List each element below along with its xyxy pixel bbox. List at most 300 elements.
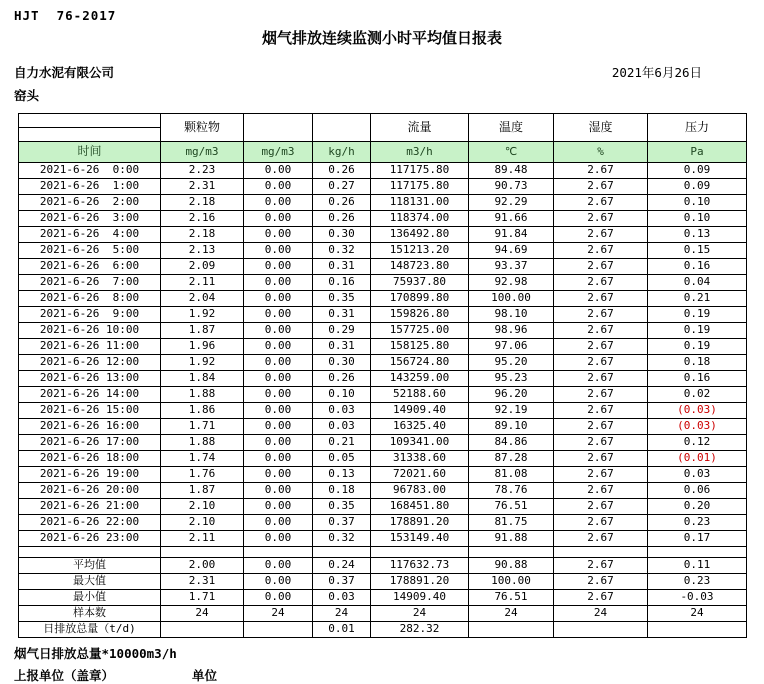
value-cell: 0.00 (244, 259, 313, 275)
value-cell: 0.35 (313, 291, 371, 307)
value-cell: 2.67 (554, 531, 648, 547)
time-cell: 2021-6-26 0:00 (19, 163, 161, 179)
unit-cell: kg/h (313, 142, 371, 163)
footer-line (14, 666, 764, 684)
value-cell: 89.10 (469, 419, 554, 435)
value-cell: 0.37 (313, 515, 371, 531)
table-row (19, 227, 747, 243)
value-cell (648, 622, 747, 638)
value-cell: 2.00 (161, 558, 244, 574)
page-title: 烟气排放连续监测小时平均值日报表 (261, 29, 502, 47)
value-cell: 81.08 (469, 467, 554, 483)
value-cell: 0.00 (244, 339, 313, 355)
value-cell: 0.19 (648, 323, 747, 339)
time-cell: 2021-6-26 14:00 (19, 387, 161, 403)
value-cell: 24 (313, 606, 371, 622)
table-row (19, 371, 747, 387)
value-cell: 0.00 (244, 275, 313, 291)
value-cell: 96783.00 (371, 483, 469, 499)
value-cell: 2.67 (554, 339, 648, 355)
time-cell: 2021-6-26 10:00 (19, 323, 161, 339)
header-cell-empty (244, 114, 313, 142)
value-cell: 2.18 (161, 227, 244, 243)
value-cell: 2.31 (161, 179, 244, 195)
value-cell: 91.88 (469, 531, 554, 547)
value-cell: 178891.20 (371, 574, 469, 590)
value-cell: 0.17 (648, 531, 747, 547)
value-cell: (0.03) (648, 403, 747, 419)
value-cell: 87.28 (469, 451, 554, 467)
value-cell: 2.67 (554, 483, 648, 499)
value-cell: 117175.80 (371, 179, 469, 195)
value-cell: 90.73 (469, 179, 554, 195)
table-row (19, 419, 747, 435)
summary-label-cell: 最大值 (19, 574, 161, 590)
time-cell: 2021-6-26 17:00 (19, 435, 161, 451)
header-cell-empty (19, 114, 161, 128)
value-cell: 0.00 (244, 483, 313, 499)
value-cell: 2.67 (554, 451, 648, 467)
value-cell: 1.92 (161, 355, 244, 371)
value-cell: 2.10 (161, 515, 244, 531)
value-cell: 0.00 (244, 499, 313, 515)
value-cell: 0.05 (313, 451, 371, 467)
doc-code: HJT 76-2017 (14, 8, 117, 23)
empty-cell (19, 547, 161, 558)
value-cell: 24 (469, 606, 554, 622)
value-cell: 0.00 (244, 179, 313, 195)
value-cell: 24 (244, 606, 313, 622)
time-cell: 2021-6-26 6:00 (19, 259, 161, 275)
value-cell: 117632.73 (371, 558, 469, 574)
value-cell: 0.37 (313, 574, 371, 590)
value-cell: 1.87 (161, 483, 244, 499)
value-cell: 52188.60 (371, 387, 469, 403)
value-cell: 2.67 (554, 211, 648, 227)
value-cell: 96.20 (469, 387, 554, 403)
value-cell: 100.00 (469, 574, 554, 590)
time-cell: 2021-6-26 9:00 (19, 307, 161, 323)
table-row (19, 259, 747, 275)
header-cell-empty (19, 128, 161, 142)
time-cell: 2021-6-26 12:00 (19, 355, 161, 371)
value-cell: 282.32 (371, 622, 469, 638)
value-cell: 0.06 (648, 483, 747, 499)
value-cell: 2.67 (554, 574, 648, 590)
unit-cell: mg/m3 (161, 142, 244, 163)
value-cell: 24 (554, 606, 648, 622)
value-cell: 0.21 (313, 435, 371, 451)
table-row (19, 211, 747, 227)
value-cell: 2.67 (554, 163, 648, 179)
location-label: 窑头 (14, 88, 40, 103)
value-cell: 98.96 (469, 323, 554, 339)
value-cell: 0.26 (313, 211, 371, 227)
value-cell: 2.09 (161, 259, 244, 275)
time-cell: 2021-6-26 16:00 (19, 419, 161, 435)
value-cell: 0.31 (313, 307, 371, 323)
value-cell: 1.71 (161, 419, 244, 435)
value-cell: 95.23 (469, 371, 554, 387)
unit-cell-time: 时间 (19, 142, 161, 163)
value-cell: 72021.60 (371, 467, 469, 483)
value-cell: 0.00 (244, 515, 313, 531)
value-cell: (0.03) (648, 419, 747, 435)
table-row (19, 483, 747, 499)
value-cell: 0.19 (648, 307, 747, 323)
value-cell: 178891.20 (371, 515, 469, 531)
value-cell: 0.00 (244, 590, 313, 606)
value-cell: 92.98 (469, 275, 554, 291)
value-cell: 2.67 (554, 419, 648, 435)
time-cell: 2021-6-26 8:00 (19, 291, 161, 307)
value-cell: 2.67 (554, 403, 648, 419)
table-row (19, 435, 747, 451)
table-row (19, 195, 747, 211)
value-cell: 2.31 (161, 574, 244, 590)
header-cell-flow: 流量 (371, 114, 469, 142)
value-cell: 148723.80 (371, 259, 469, 275)
value-cell (469, 622, 554, 638)
value-cell: 0.13 (313, 467, 371, 483)
value-cell: 0.32 (313, 243, 371, 259)
total-emission-note: 烟气日排放总量*10000m3/h (14, 646, 177, 661)
value-cell: 2.67 (554, 259, 648, 275)
empty-cell (313, 547, 371, 558)
value-cell: 98.10 (469, 307, 554, 323)
value-cell: 94.69 (469, 243, 554, 259)
value-cell: 75937.80 (371, 275, 469, 291)
value-cell: 97.06 (469, 339, 554, 355)
value-cell: 0.00 (244, 243, 313, 259)
table-header (19, 114, 747, 163)
value-cell: 14909.40 (371, 403, 469, 419)
value-cell: 0.00 (244, 307, 313, 323)
value-cell: 0.16 (313, 275, 371, 291)
value-cell: 89.48 (469, 163, 554, 179)
value-cell: 2.67 (554, 371, 648, 387)
value-cell: 91.66 (469, 211, 554, 227)
unit-cell: mg/m3 (244, 142, 313, 163)
value-cell: 0.31 (313, 339, 371, 355)
table-row (19, 387, 747, 403)
value-cell: 0.00 (244, 323, 313, 339)
value-cell: 0.04 (648, 275, 747, 291)
value-cell: 2.67 (554, 387, 648, 403)
report-unit-label: 上报单位（盖章） (14, 668, 115, 683)
unit-cell: ℃ (469, 142, 554, 163)
value-cell: 0.00 (244, 227, 313, 243)
header-cell-humidity: 湿度 (554, 114, 648, 142)
unit-cell: % (554, 142, 648, 163)
value-cell: 0.18 (313, 483, 371, 499)
value-cell: 0.21 (648, 291, 747, 307)
value-cell: 158125.80 (371, 339, 469, 355)
value-cell: 0.00 (244, 419, 313, 435)
value-cell: 2.67 (554, 243, 648, 259)
summary-row (19, 590, 747, 606)
empty-cell (648, 547, 747, 558)
value-cell: 0.00 (244, 371, 313, 387)
value-cell: 0.31 (313, 259, 371, 275)
value-cell: 2.67 (554, 323, 648, 339)
value-cell: 0.10 (648, 195, 747, 211)
value-cell: 0.01 (313, 622, 371, 638)
value-cell: 2.67 (554, 499, 648, 515)
value-cell: 2.67 (554, 179, 648, 195)
value-cell: -0.03 (648, 590, 747, 606)
table-row (19, 323, 747, 339)
value-cell: 0.00 (244, 387, 313, 403)
empty-cell (469, 547, 554, 558)
value-cell: 0.03 (313, 403, 371, 419)
company-block (14, 63, 114, 104)
value-cell: 0.00 (244, 574, 313, 590)
value-cell: 1.86 (161, 403, 244, 419)
table-row (19, 515, 747, 531)
value-cell: 2.10 (161, 499, 244, 515)
header-cell-temperature: 温度 (469, 114, 554, 142)
report-date: 2021年6月26日 (611, 65, 702, 80)
time-cell: 2021-6-26 5:00 (19, 243, 161, 259)
empty-cell (371, 547, 469, 558)
header-cell-pressure: 压力 (648, 114, 747, 142)
value-cell: 159826.80 (371, 307, 469, 323)
value-cell: 0.35 (313, 499, 371, 515)
time-cell: 2021-6-26 3:00 (19, 211, 161, 227)
table-row (19, 307, 747, 323)
value-cell: 1.92 (161, 307, 244, 323)
value-cell: 118131.00 (371, 195, 469, 211)
value-cell: 0.00 (244, 467, 313, 483)
table-row (19, 291, 747, 307)
value-cell: 0.00 (244, 355, 313, 371)
summary-label-cell: 日排放总量（t/d) (19, 622, 161, 638)
value-cell: 24 (648, 606, 747, 622)
group-header-row (19, 114, 747, 128)
summary-label-cell: 平均值 (19, 558, 161, 574)
value-cell: 2.67 (554, 435, 648, 451)
unit-cell: Pa (648, 142, 747, 163)
value-cell: 156724.80 (371, 355, 469, 371)
summary-row (19, 558, 747, 574)
value-cell: 1.71 (161, 590, 244, 606)
value-cell: 153149.40 (371, 531, 469, 547)
spacer-row (19, 547, 747, 558)
value-cell: 16325.40 (371, 419, 469, 435)
value-cell: 0.00 (244, 291, 313, 307)
value-cell: 0.20 (648, 499, 747, 515)
value-cell (161, 622, 244, 638)
empty-cell (161, 547, 244, 558)
summary-row (19, 606, 747, 622)
table-row (19, 339, 747, 355)
summary-row (19, 574, 747, 590)
value-cell: 1.84 (161, 371, 244, 387)
value-cell: 0.00 (244, 558, 313, 574)
value-cell: 0.12 (648, 435, 747, 451)
value-cell: 78.76 (469, 483, 554, 499)
value-cell: 0.30 (313, 227, 371, 243)
value-cell: 2.16 (161, 211, 244, 227)
time-cell: 2021-6-26 1:00 (19, 179, 161, 195)
value-cell: 1.96 (161, 339, 244, 355)
value-cell: 0.00 (244, 163, 313, 179)
value-cell: 2.67 (554, 590, 648, 606)
value-cell: 31338.60 (371, 451, 469, 467)
table-row (19, 179, 747, 195)
value-cell: 91.84 (469, 227, 554, 243)
value-cell: 0.03 (648, 467, 747, 483)
time-cell: 2021-6-26 19:00 (19, 467, 161, 483)
value-cell: 2.67 (554, 355, 648, 371)
value-cell: 95.20 (469, 355, 554, 371)
value-cell: 0.18 (648, 355, 747, 371)
value-cell: 0.27 (313, 179, 371, 195)
value-cell: 0.29 (313, 323, 371, 339)
value-cell: 0.30 (313, 355, 371, 371)
value-cell: 90.88 (469, 558, 554, 574)
report-table (18, 113, 747, 638)
table-row (19, 499, 747, 515)
value-cell: 0.00 (244, 403, 313, 419)
value-cell (244, 622, 313, 638)
value-cell: 0.02 (648, 387, 747, 403)
value-cell: 1.87 (161, 323, 244, 339)
value-cell: 2.67 (554, 515, 648, 531)
table-row (19, 163, 747, 179)
header-cell-particulate: 颗粒物 (161, 114, 244, 142)
value-cell: 92.19 (469, 403, 554, 419)
value-cell: 0.26 (313, 163, 371, 179)
value-cell: 93.37 (469, 259, 554, 275)
value-cell: 151213.20 (371, 243, 469, 259)
value-cell: 0.03 (313, 419, 371, 435)
value-cell: 76.51 (469, 590, 554, 606)
time-cell: 2021-6-26 21:00 (19, 499, 161, 515)
value-cell: 84.86 (469, 435, 554, 451)
time-cell: 2021-6-26 18:00 (19, 451, 161, 467)
value-cell: 2.67 (554, 195, 648, 211)
value-cell: 1.88 (161, 387, 244, 403)
value-cell: 0.16 (648, 259, 747, 275)
value-cell: 0.26 (313, 371, 371, 387)
value-cell: 0.32 (313, 531, 371, 547)
value-cell: 2.67 (554, 558, 648, 574)
value-cell: 1.88 (161, 435, 244, 451)
value-cell: 76.51 (469, 499, 554, 515)
value-cell: 170899.80 (371, 291, 469, 307)
value-cell: 0.00 (244, 451, 313, 467)
value-cell: 2.11 (161, 275, 244, 291)
summary-label-cell: 样本数 (19, 606, 161, 622)
time-cell: 2021-6-26 2:00 (19, 195, 161, 211)
value-cell: 0.10 (648, 211, 747, 227)
company-name: 自力水泥有限公司 (14, 65, 115, 80)
value-cell: 2.67 (554, 467, 648, 483)
time-cell: 2021-6-26 13:00 (19, 371, 161, 387)
table-row (19, 451, 747, 467)
table-row (19, 275, 747, 291)
table-row (19, 403, 747, 419)
value-cell: 2.11 (161, 531, 244, 547)
value-cell: 2.13 (161, 243, 244, 259)
value-cell: 157725.00 (371, 323, 469, 339)
value-cell: 0.03 (313, 590, 371, 606)
value-cell (554, 622, 648, 638)
value-cell: 100.00 (469, 291, 554, 307)
value-cell: 118374.00 (371, 211, 469, 227)
value-cell: 0.09 (648, 163, 747, 179)
value-cell: 168451.80 (371, 499, 469, 515)
empty-cell (554, 547, 648, 558)
value-cell: 2.18 (161, 195, 244, 211)
value-cell: 1.76 (161, 467, 244, 483)
table-row (19, 355, 747, 371)
empty-cell (244, 547, 313, 558)
value-cell: 0.19 (648, 339, 747, 355)
value-cell: 117175.80 (371, 163, 469, 179)
value-cell: 1.74 (161, 451, 244, 467)
value-cell: 0.00 (244, 195, 313, 211)
value-cell: 0.23 (648, 574, 747, 590)
value-cell: 0.15 (648, 243, 747, 259)
value-cell: 0.23 (648, 515, 747, 531)
time-cell: 2021-6-26 15:00 (19, 403, 161, 419)
value-cell: 0.00 (244, 211, 313, 227)
time-cell: 2021-6-26 11:00 (19, 339, 161, 355)
summary-label-cell: 最小值 (19, 590, 161, 606)
value-cell: 0.00 (244, 531, 313, 547)
value-cell: 24 (161, 606, 244, 622)
value-cell: 92.29 (469, 195, 554, 211)
meta-row (14, 63, 702, 104)
time-cell: 2021-6-26 20:00 (19, 483, 161, 499)
time-cell: 2021-6-26 23:00 (19, 531, 161, 547)
value-cell: 0.26 (313, 195, 371, 211)
value-cell: 2.67 (554, 275, 648, 291)
value-cell: 0.16 (648, 371, 747, 387)
value-cell: 24 (371, 606, 469, 622)
summary-row (19, 622, 747, 638)
value-cell: 109341.00 (371, 435, 469, 451)
value-cell: 0.11 (648, 558, 747, 574)
value-cell: 2.67 (554, 307, 648, 323)
value-cell: 81.75 (469, 515, 554, 531)
value-cell: 0.24 (313, 558, 371, 574)
value-cell: (0.01) (648, 451, 747, 467)
value-cell: 2.23 (161, 163, 244, 179)
value-cell: 143259.00 (371, 371, 469, 387)
time-cell: 2021-6-26 4:00 (19, 227, 161, 243)
table-row (19, 243, 747, 259)
value-cell: 0.13 (648, 227, 747, 243)
unit-cell: m3/h (371, 142, 469, 163)
value-cell: 2.67 (554, 227, 648, 243)
time-cell: 2021-6-26 7:00 (19, 275, 161, 291)
unit-header-row (19, 142, 747, 163)
table-row (19, 467, 747, 483)
value-cell: 0.10 (313, 387, 371, 403)
header-cell-empty (313, 114, 371, 142)
table-body (19, 163, 747, 638)
value-cell: 2.04 (161, 291, 244, 307)
value-cell: 2.67 (554, 291, 648, 307)
value-cell: 136492.80 (371, 227, 469, 243)
value-cell: 0.09 (648, 179, 747, 195)
unit-label: 单位 (192, 668, 218, 683)
time-cell: 2021-6-26 22:00 (19, 515, 161, 531)
